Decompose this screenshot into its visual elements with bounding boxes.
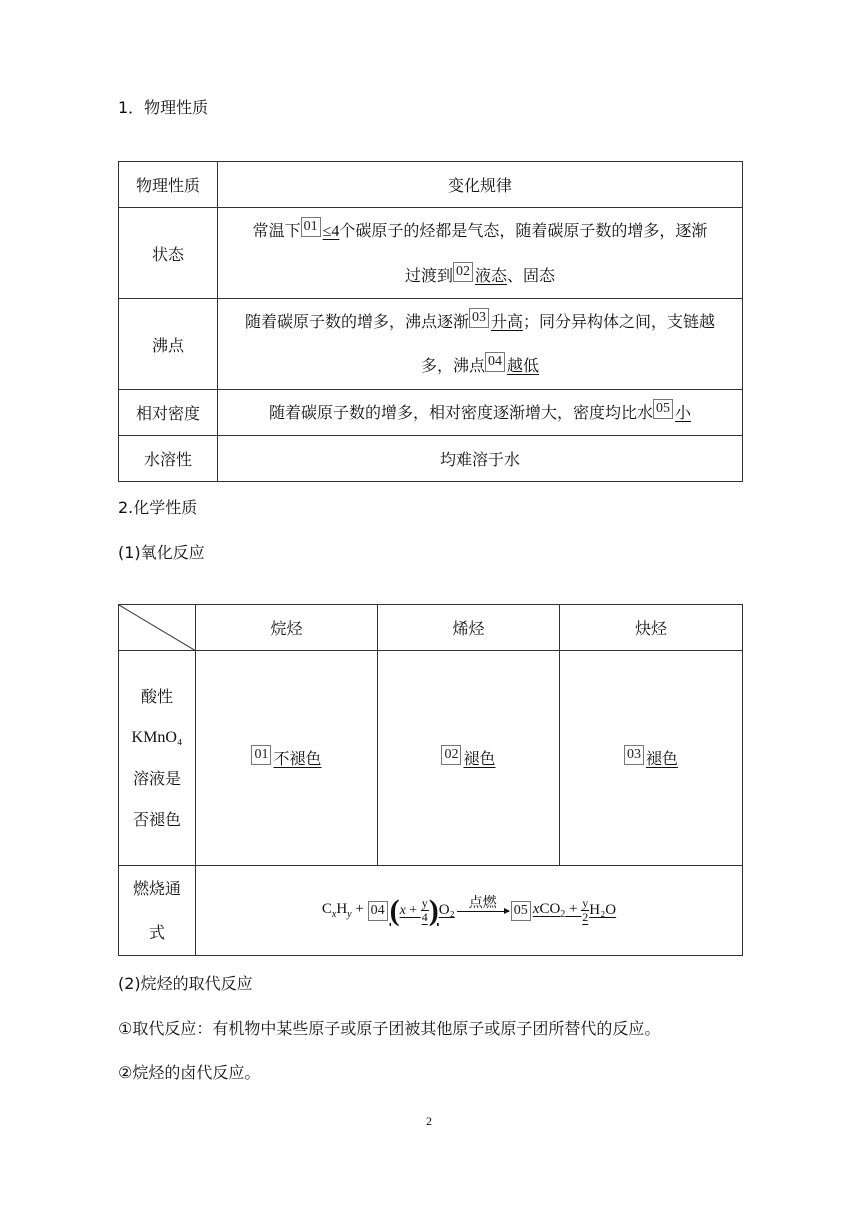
row-state-content	[218, 208, 743, 299]
sub1-title: (1)氧化反应	[118, 543, 205, 562]
answer-text: ≤4	[322, 222, 340, 240]
sub2-title: (2)烷烃的取代反应	[118, 974, 253, 993]
products: xCO$_2$ + $\frac{y}{2}$ H₂O	[532, 896, 617, 924]
reaction-condition: 点燃	[468, 895, 497, 911]
diagonal-header-cell	[119, 605, 196, 651]
row-boiling-content	[218, 299, 743, 390]
header-alkane: 烷烃	[196, 605, 378, 651]
row-state-label: 状态	[119, 208, 218, 299]
answer-text: 升高	[490, 312, 523, 331]
oxygen-coefficient: ( x + $\frac{y}{4}$ ) O₂	[389, 893, 455, 927]
row-boiling-label: 沸点	[119, 299, 218, 390]
answer-text: 液态	[474, 265, 507, 285]
answer-box-04: 04	[485, 352, 505, 372]
item-halogenation: ②烷烃的卤代反应。	[118, 1063, 261, 1082]
fraction-y-over-2: $\frac{y}{2}$	[582, 896, 589, 924]
answer-text: 小	[675, 403, 692, 422]
header-alkyne: 炔烃	[560, 605, 743, 651]
state-line-2: 过渡到 02 液态、固态	[404, 263, 556, 285]
header-alkene: 烯烃	[378, 605, 560, 651]
answer-box-05: 05	[511, 901, 531, 921]
section1-title: 1．物理性质	[118, 98, 209, 117]
alkene-kmno4-cell	[378, 651, 560, 866]
physical-properties-table	[118, 161, 743, 482]
page-number: 2	[426, 1114, 432, 1128]
combustion-row-label: 燃烧通 式	[119, 866, 196, 956]
answer-box-05: 05	[653, 399, 673, 419]
row-solubility-content: 均难溶于水	[218, 436, 743, 482]
boiling-line-2: 多，沸点 04 越低	[420, 354, 540, 375]
reactant: $C_xH_y$ +	[321, 901, 368, 920]
oxidation-table	[118, 604, 743, 956]
answer-text: 褪色	[645, 748, 678, 768]
answer-box-02: 02	[441, 745, 461, 765]
row-density-label: 相对密度	[119, 390, 218, 436]
answer-text: 褪色	[463, 748, 496, 768]
combustion-formula-cell	[196, 866, 743, 956]
answer-box-01: 01	[251, 745, 271, 765]
boiling-line-1: 随着碳原子数的增多，沸点逐渐 03 升高；同分异构体之间，支链越	[244, 310, 716, 331]
answer-text: 越低	[507, 356, 540, 375]
answer-box-03: 03	[624, 745, 644, 765]
answer-text: 不褪色	[273, 748, 322, 768]
combustion-formula	[322, 895, 616, 926]
state-line-1: 常温下 01 ≤4个碳原子的烃都是气态，随着碳原子数的增多，逐渐	[252, 218, 708, 240]
item-substitution-definition: ①取代反应：有机物中某些原子或原子团被其他原子或原子团所替代的反应。	[118, 1019, 661, 1038]
row-solubility-label: 水溶性	[119, 436, 218, 482]
section2-title: 2.化学性质	[118, 498, 198, 517]
answer-box-04: 04	[368, 901, 388, 921]
table1-header-rule: 变化规律	[218, 162, 743, 208]
diagonal-line	[119, 605, 196, 651]
reaction-arrow	[457, 895, 509, 926]
answer-box-01: 01	[301, 217, 321, 237]
alkyne-kmno4-cell	[560, 651, 743, 866]
answer-box-02: 02	[453, 262, 473, 282]
fraction-y-over-4: $\frac{y}{4}$	[421, 896, 428, 924]
kmno4-row-label: 酸性 KMnO₄ 溶液是 否褪色	[119, 651, 196, 866]
alkane-kmno4-cell	[196, 651, 378, 866]
table1-header-property: 物理性质	[119, 162, 218, 208]
row-density-content: 随着碳原子数的增多，相对密度逐渐增大，密度均比水 05 小	[218, 390, 743, 436]
answer-box-03: 03	[469, 308, 489, 328]
